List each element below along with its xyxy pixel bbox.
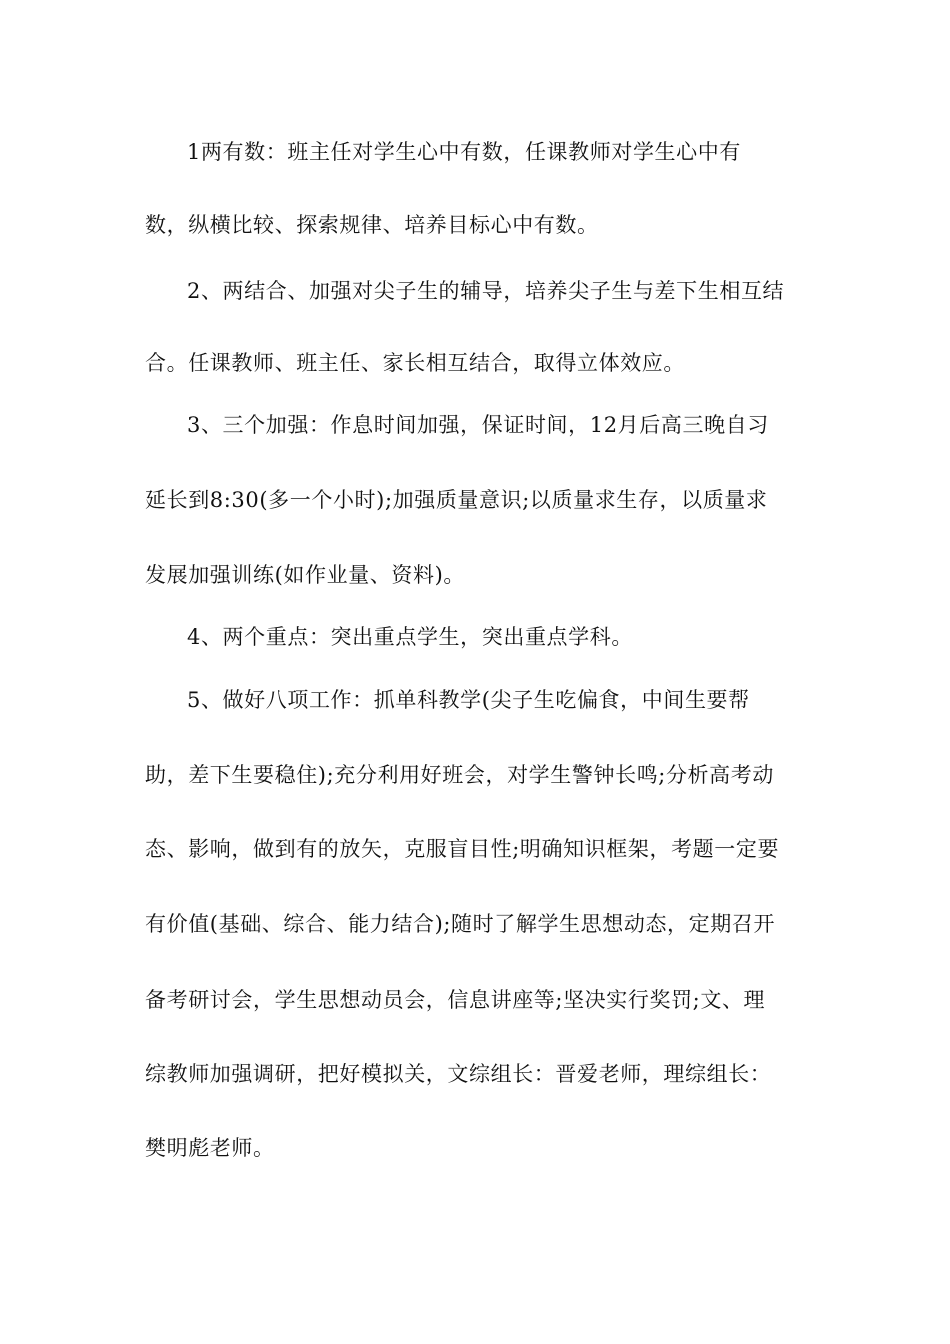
paragraph-3-line-3: 发展加强训练(如作业量、资料)。 (145, 563, 465, 587)
paragraph-2-line-1: 2、两结合、加强对尖子生的辅导，培养尖子生与差下生相互结 (187, 279, 785, 303)
paragraph-5-line-2: 助，差下生要稳住);充分利用好班会，对学生警钟长鸣;分析高考动 (145, 763, 774, 787)
paragraph-5-line-6: 综教师加强调研，把好模拟关，文综组长：晋爱老师，理综组长： (145, 1062, 772, 1086)
paragraph-1-line-1: 1两有数：班主任对学生心中有数，任课教师对学生心中有 (187, 140, 741, 164)
paragraph-3-line-2: 延长到8:30(多一个小时);加强质量意识;以质量求生存，以质量求 (145, 488, 768, 512)
paragraph-5-line-4: 有价值(基础、综合、能力结合);随时了解学生思想动态，定期召开 (145, 912, 776, 936)
paragraph-5-line-1: 5、做好八项工作：抓单科教学(尖子生吃偏食，中间生要帮 (187, 688, 750, 712)
paragraph-1-line-2: 数，纵横比较、探索规律、培养目标心中有数。 (145, 213, 599, 237)
paragraph-2-line-2: 合。任课教师、班主任、家长相互结合，取得立体效应。 (145, 351, 685, 375)
paragraph-5-line-5: 备考研讨会，学生思想动员会，信息讲座等;坚决实行奖罚;文、理 (145, 988, 766, 1012)
paragraph-3-line-1: 3、三个加强：作息时间加强，保证时间，12月后高三晚自习 (187, 413, 769, 437)
paragraph-5-line-7: 樊明彪老师。 (145, 1136, 275, 1160)
paragraph-5-line-3: 态、影响，做到有的放矢，克服盲目性;明确知识框架，考题一定要 (145, 837, 780, 861)
paragraph-4-line-1: 4、两个重点：突出重点学生，突出重点学科。 (187, 625, 633, 649)
